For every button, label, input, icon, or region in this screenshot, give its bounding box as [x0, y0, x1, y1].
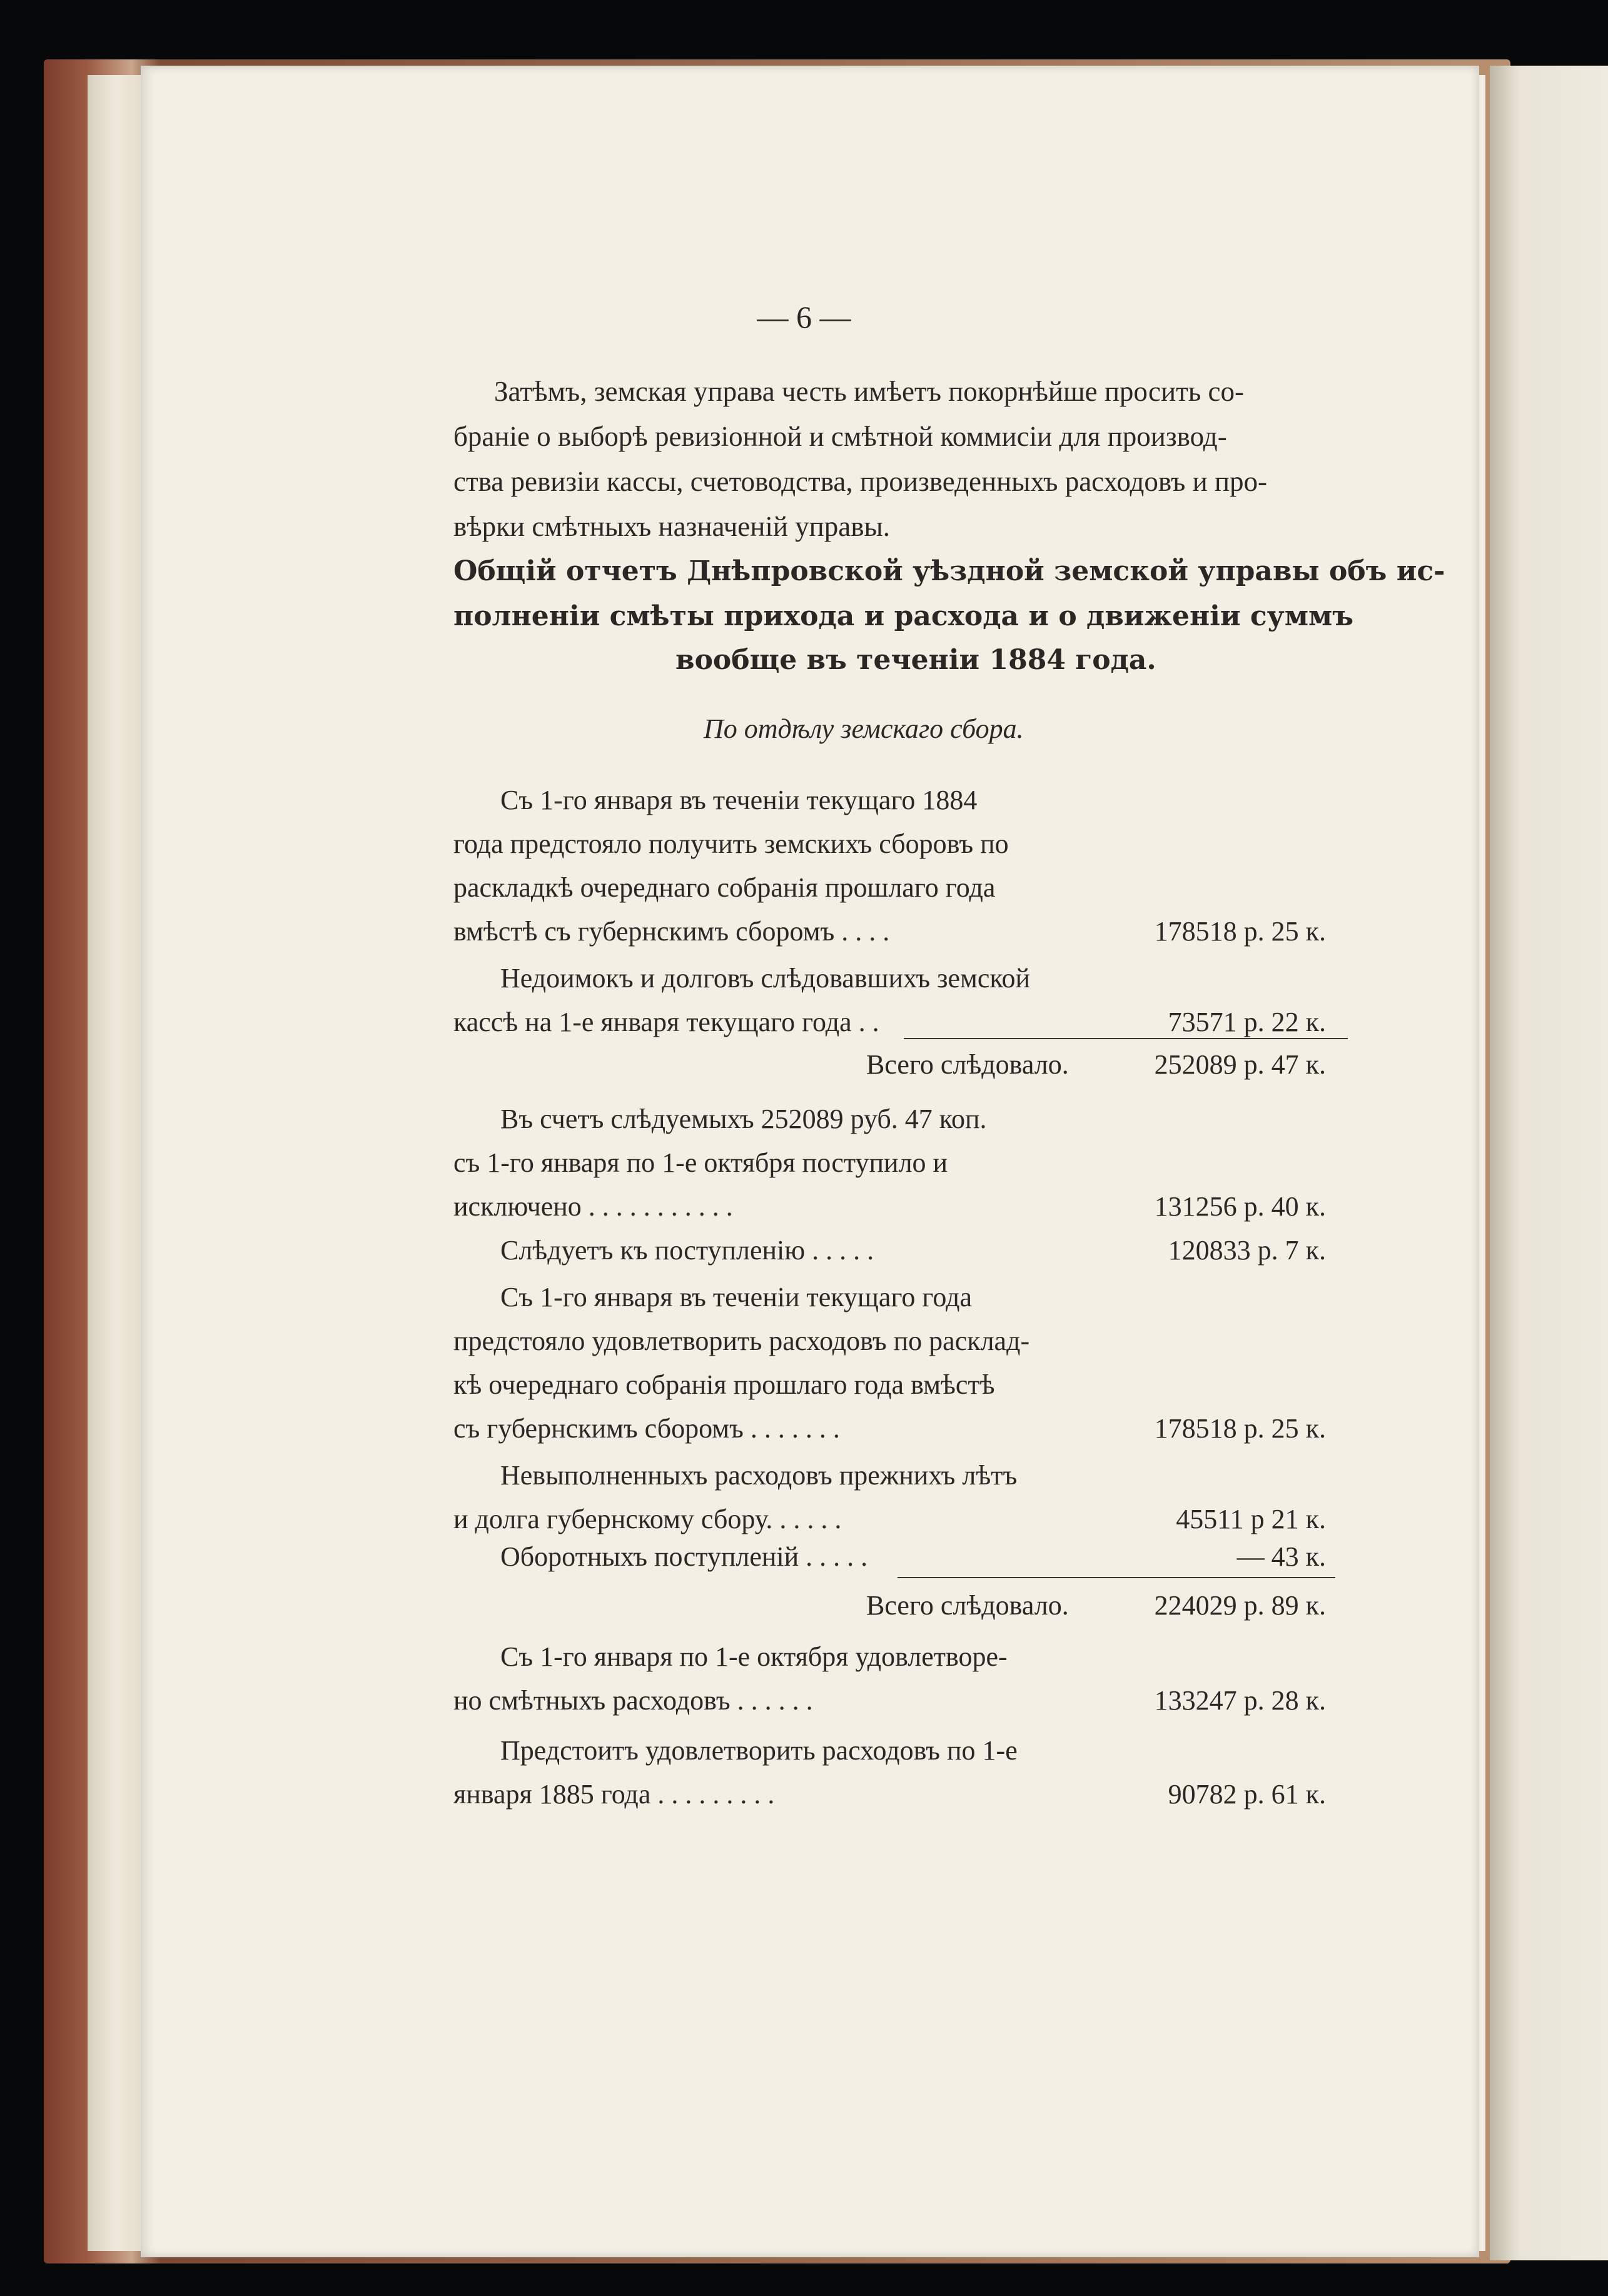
entry-line: [453, 1773, 1326, 1816]
entry-amount: 131256 р. 40 к.: [1154, 1191, 1326, 1222]
next-page-edge: [1490, 66, 1608, 2260]
entry-text: вмѣстѣ съ губернскимъ сборомъ . . . .: [453, 916, 890, 947]
entry-text: раскладкѣ очереднаго собранія прошлаго года: [453, 872, 996, 903]
entry-text: Оборотныхъ поступленій . . . . .: [500, 1541, 868, 1572]
sum-rule: [904, 1038, 1348, 1039]
entry-amount: 178518 р. 25 к.: [1154, 1413, 1326, 1444]
entry-line: [453, 1407, 1326, 1451]
entry-text: предстояло удовлетворить расходовъ по расклад-: [453, 1326, 1030, 1356]
entry-text: Съ 1-го января въ теченіи текущаго года: [500, 1282, 972, 1312]
entry-line: [453, 1363, 1326, 1407]
entry-text: Въ счетъ слѣдуемыхъ 252089 руб. 47 коп.: [500, 1104, 987, 1134]
entry-amount: 73571 р. 22 к.: [1168, 1007, 1326, 1037]
entry-text: Съ 1-го января въ теченіи текущаго 1884: [500, 785, 978, 815]
entry-line: [453, 1097, 1326, 1141]
entry-text: Слѣдуетъ къ поступленію . . . . .: [500, 1235, 874, 1266]
section-heading: По отдѣлу земскаго сбора.: [704, 713, 1024, 744]
entry-text: Недоимокъ и долговъ слѣдовавшихъ земской: [500, 963, 1031, 994]
total-label: Всего слѣдовало.: [866, 1590, 1069, 1621]
entry-line: [453, 1454, 1326, 1498]
report-title-line-3: вообще въ теченіи 1884 года.: [675, 644, 1156, 676]
entry-amount: 120833 р. 7 к.: [1168, 1235, 1326, 1266]
total-label: Всего слѣдовало.: [866, 1049, 1069, 1080]
entry-line: [453, 1319, 1326, 1363]
intro-line-1: Затѣмъ, земская управа честь имѣетъ покорнѣйше просить со-: [494, 376, 1245, 407]
entry-amount: 45511 р 21 к.: [1176, 1504, 1326, 1534]
intro-line-4: вѣрки смѣтныхъ назначеній управы.: [453, 511, 890, 542]
entry-text: и долга губернскому сбору. . . . . .: [453, 1504, 842, 1534]
entry-line: [453, 1276, 1326, 1319]
entry-line: [453, 1185, 1326, 1229]
entry-line: [453, 1679, 1326, 1723]
entry-text: съ губернскимъ сборомъ . . . . . . .: [453, 1413, 840, 1444]
entry-amount: 90782 р. 61 к.: [1168, 1779, 1326, 1810]
total-line: [453, 1584, 1326, 1628]
entry-text: Съ 1-го января по 1-е октября удовлетворе-: [500, 1641, 1008, 1672]
total-amount: 252089 р. 47 к.: [1154, 1049, 1326, 1080]
entry-line: [453, 910, 1326, 954]
report-title-line-1: Общій отчетъ Днѣпровской уѣздной земской управы объ ис-: [453, 555, 1445, 587]
entry-text: Невыполненныхъ расходовъ прежнихъ лѣтъ: [500, 1460, 1018, 1491]
page-number: — 6 —: [757, 300, 851, 335]
entry-text: января 1885 года . . . . . . . . .: [453, 1779, 775, 1810]
total-line: [453, 1043, 1326, 1087]
entry-text: года предстояло получить земскихъ сборовъ по: [453, 828, 1009, 859]
entry-amount: 133247 р. 28 к.: [1154, 1685, 1326, 1716]
entry-line: [453, 1535, 1326, 1579]
entry-text: исключено . . . . . . . . . . .: [453, 1191, 733, 1222]
entry-line: [453, 1729, 1326, 1773]
entry-line: [453, 1141, 1326, 1185]
entry-line: [453, 866, 1326, 910]
intro-line-2: браніе о выборѣ ревизіонной и смѣтной коммисіи для производ-: [453, 421, 1227, 452]
entry-line: [453, 822, 1326, 866]
intro-line-3: ства ревизіи кассы, счетоводства, произведенныхъ расходовъ и про-: [453, 466, 1267, 497]
sum-rule: [898, 1577, 1335, 1578]
report-title-line-2: полненіи смѣты прихода и расхода и о движеніи суммъ: [453, 600, 1353, 632]
entry-text: кассѣ на 1-е января текущаго года . .: [453, 1007, 879, 1037]
entry-line: [453, 957, 1326, 1000]
entry-text: съ 1-го января по 1-е октября поступило и: [453, 1147, 948, 1178]
entry-line: [453, 1229, 1326, 1272]
entry-amount: — 43 к.: [1236, 1541, 1326, 1572]
entry-text: Предстоитъ удовлетворить расходовъ по 1-е: [500, 1735, 1018, 1766]
entry-text: кѣ очереднаго собранія прошлаго года вмѣстѣ: [453, 1369, 995, 1400]
entry-line: [453, 1635, 1326, 1679]
entry-text: но смѣтныхъ расходовъ . . . . . .: [453, 1685, 813, 1716]
total-amount: 224029 р. 89 к.: [1154, 1590, 1326, 1621]
entry-amount: 178518 р. 25 к.: [1154, 916, 1326, 947]
entry-line: [453, 778, 1326, 822]
